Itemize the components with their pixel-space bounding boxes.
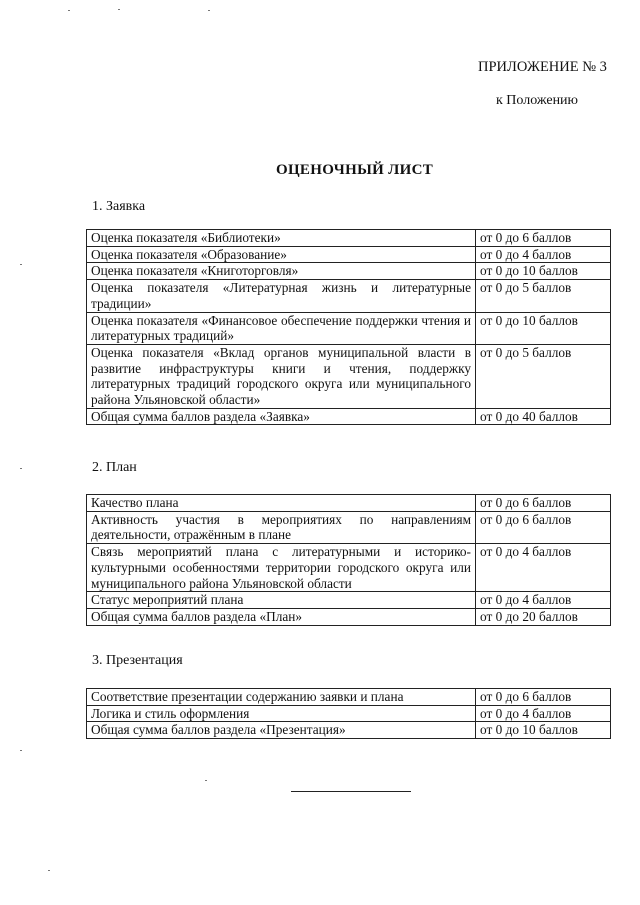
criterion-cell: Общая сумма баллов раздела «План» bbox=[87, 608, 476, 625]
table-row bbox=[87, 280, 611, 312]
criterion-cell: Оценка показателя «Библиотеки» bbox=[87, 230, 476, 247]
criterion-cell: Оценка показателя «Вклад органов муниципальной власти в развитие инфраструктуры книги и чтения, поддержку литературных традиций городского округа или муниципального района Ульяновской области» bbox=[87, 344, 476, 408]
table-row bbox=[87, 230, 611, 247]
criterion-cell: Общая сумма баллов раздела «Заявка» bbox=[87, 408, 476, 425]
scan-speck bbox=[48, 870, 50, 871]
scan-speck bbox=[118, 9, 120, 10]
score-range-cell: от 0 до 5 баллов bbox=[476, 280, 611, 312]
score-range-cell: от 0 до 20 баллов bbox=[476, 608, 611, 625]
score-range-cell: от 0 до 4 баллов bbox=[476, 246, 611, 263]
signature-line bbox=[291, 791, 411, 792]
score-range-cell: от 0 до 6 баллов bbox=[476, 230, 611, 247]
criterion-cell: Оценка показателя «Литературная жизнь и литературные традиции» bbox=[87, 280, 476, 312]
score-range-cell: от 0 до 10 баллов bbox=[476, 263, 611, 280]
score-range-cell: от 0 до 4 баллов bbox=[476, 705, 611, 722]
plan-score-table bbox=[86, 494, 611, 626]
section-heading-application: 1. Заявка bbox=[92, 199, 146, 214]
table-row bbox=[87, 722, 611, 739]
application-score-table bbox=[86, 229, 611, 425]
criterion-cell: Активность участия в мероприятиях по направлениям деятельности, отражённым в плане bbox=[87, 511, 476, 543]
appendix-title: ПРИЛОЖЕНИЕ № 3 bbox=[478, 59, 607, 75]
score-range-cell: от 0 до 10 баллов bbox=[476, 722, 611, 739]
table-row bbox=[87, 608, 611, 625]
scan-speck bbox=[20, 264, 22, 265]
section-heading-plan: 2. План bbox=[92, 460, 137, 475]
score-range-cell: от 0 до 4 баллов bbox=[476, 592, 611, 609]
score-range-cell: от 0 до 6 баллов bbox=[476, 511, 611, 543]
section-heading-presentation: 3. Презентация bbox=[92, 653, 183, 668]
score-range-cell: от 0 до 6 баллов bbox=[476, 689, 611, 706]
table-row bbox=[87, 689, 611, 706]
score-range-cell: от 0 до 4 баллов bbox=[476, 544, 611, 592]
table-row bbox=[87, 495, 611, 512]
scan-speck bbox=[68, 10, 70, 11]
criterion-cell: Общая сумма баллов раздела «Презентация» bbox=[87, 722, 476, 739]
criterion-cell: Оценка показателя «Финансовое обеспечение поддержки чтения и литературных традиций» bbox=[87, 312, 476, 344]
table-row bbox=[87, 344, 611, 408]
criterion-cell: Статус мероприятий плана bbox=[87, 592, 476, 609]
table-row bbox=[87, 544, 611, 592]
table-row bbox=[87, 263, 611, 280]
score-range-cell: от 0 до 10 баллов bbox=[476, 312, 611, 344]
criterion-cell: Соответствие презентации содержанию заявки и плана bbox=[87, 689, 476, 706]
document-title: ОЦЕНОЧНЫЙ ЛИСТ bbox=[276, 162, 434, 178]
scan-speck bbox=[208, 10, 210, 11]
table-row bbox=[87, 246, 611, 263]
appendix-subtitle: к Положению bbox=[496, 93, 579, 108]
scan-speck bbox=[20, 468, 22, 469]
presentation-score-table bbox=[86, 688, 611, 739]
table-row bbox=[87, 408, 611, 425]
table-row bbox=[87, 592, 611, 609]
table-row bbox=[87, 511, 611, 543]
criterion-cell: Связь мероприятий плана с литературными и историко-культурными особенностями территории городского округа или муниципального района Ульяновской области bbox=[87, 544, 476, 592]
criterion-cell: Оценка показателя «Книготорговля» bbox=[87, 263, 476, 280]
table-row bbox=[87, 312, 611, 344]
criterion-cell: Логика и стиль оформления bbox=[87, 705, 476, 722]
scan-speck bbox=[20, 750, 22, 751]
score-range-cell: от 0 до 6 баллов bbox=[476, 495, 611, 512]
criterion-cell: Оценка показателя «Образование» bbox=[87, 246, 476, 263]
criterion-cell: Качество плана bbox=[87, 495, 476, 512]
scan-speck bbox=[205, 780, 207, 781]
score-range-cell: от 0 до 40 баллов bbox=[476, 408, 611, 425]
table-row bbox=[87, 705, 611, 722]
score-range-cell: от 0 до 5 баллов bbox=[476, 344, 611, 408]
